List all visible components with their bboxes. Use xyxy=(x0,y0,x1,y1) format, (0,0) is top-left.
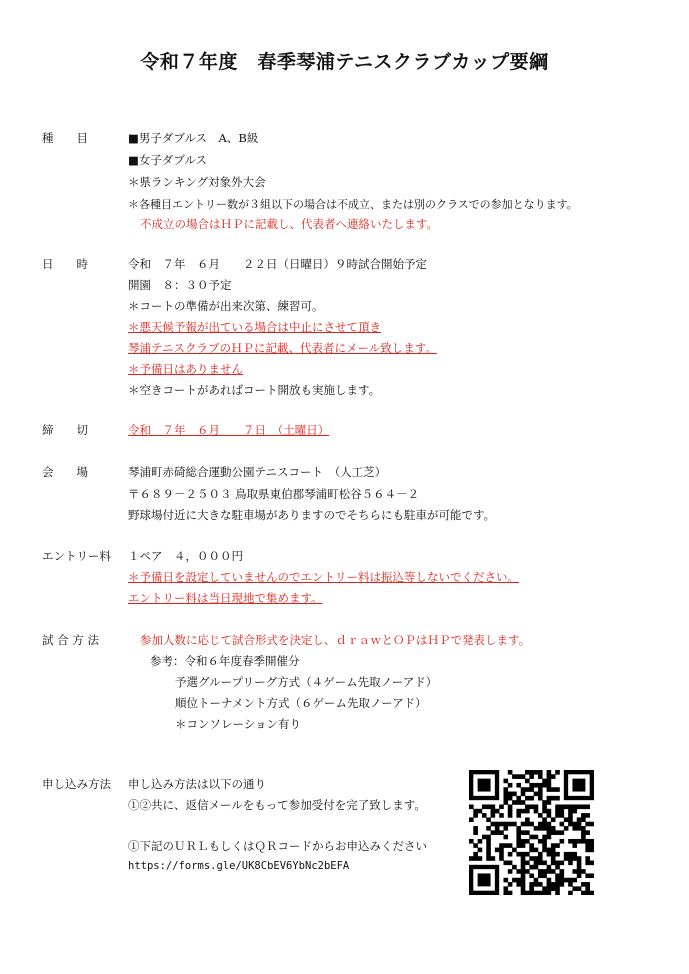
section-label-shumoku: 種 目 xyxy=(42,131,88,145)
shumoku-line-4: ＊各種目エントリー数が３組以下の場合は不成立、または別のクラスでの参加となります。 xyxy=(128,198,578,211)
shumoku-note-red: 不成立の場合はＨＰに記載し、代表者へ連絡いたします。 xyxy=(140,217,439,231)
shiai-line-5: ＊コンソレーション有り xyxy=(175,717,302,731)
kaijo-line-1: 琴浦町赤碕総合運動公園テニスコート （人工芝） xyxy=(128,465,387,479)
kaijo-line-2: 〒６８９－２５０３ 鳥取県東伯郡琴浦町松谷５６４－２ xyxy=(128,487,420,501)
moshikomi-line-2: ①②共に、返信メールをもって参加受付を完了致します。 xyxy=(128,798,426,812)
entry-fee-line-1: １ペア ４，０００円 xyxy=(128,549,243,563)
shiai-line-4: 順位トーナメント方式（６ゲーム先取ノーアド） xyxy=(175,696,427,710)
section-label-nichiji: 日 時 xyxy=(42,257,88,271)
form-url-link[interactable]: https://forms.gle/UK8CbEV6YbNc2bEFA xyxy=(128,860,350,872)
shimekiri-value: 令和 ７年 ６月 ７日 （土曜日） xyxy=(128,423,330,437)
shumoku-line-3: ＊県ランキング対象外大会 xyxy=(128,175,266,189)
qr-code-graphic xyxy=(469,770,594,895)
section-label-entry-fee: エントリー料 xyxy=(42,549,111,563)
shiai-line-2: 参考：令和６年度春季開催分 xyxy=(150,654,300,668)
entry-fee-line-2: ＊予備日を設定していませんのでエントリー料は振込等しないでください。 xyxy=(128,570,519,584)
nichiji-line-5: 琴浦テニスクラブのＨＰに記載、代表者にメール致します。 xyxy=(128,341,437,355)
nichiji-line-2: 開園 ８：３０予定 xyxy=(128,278,232,292)
nichiji-line-6: ＊予備日はありません xyxy=(128,362,243,376)
qr-code-icon[interactable] xyxy=(469,770,594,895)
moshikomi-line-3: ①下記のＵＲＬもしくはＱＲコードからお申込みください xyxy=(128,839,427,853)
nichiji-line-7: ＊空きコートがあればコート開放も実施します。 xyxy=(128,383,381,397)
section-label-shimekiri: 締 切 xyxy=(42,423,88,437)
page-title: 令和７年度 春季琴浦テニスクラブカップ要綱 xyxy=(140,51,549,73)
section-label-shiai: 試 合 方 法 xyxy=(42,633,99,647)
nichiji-line-1: 令和 ７年 ６月 ２２日（日曜日）９時試合開始予定 xyxy=(128,257,427,271)
nichiji-line-4: ＊悪天候予報が出ている場合は中止にさせて頂き xyxy=(128,320,381,334)
section-label-moshikomi: 申し込み方法 xyxy=(42,777,111,791)
shiai-line-1: 参加人数に応じて試合形式を決定し、ｄｒａｗとＯＰはＨＰで発表します。 xyxy=(140,633,531,647)
nichiji-line-3: ＊コートの準備が出来次第、練習可。 xyxy=(128,299,324,313)
shiai-line-3: 予選グループリーグ方式（４ゲーム先取ノーアド） xyxy=(175,675,438,689)
shumoku-line-2: ■女子ダブルス xyxy=(128,153,208,167)
moshikomi-line-1: 申し込み方法は以下の通り xyxy=(128,777,266,791)
kaijo-line-3: 野球場付近に大きな駐車場がありますのでそちらにも駐車が可能です。 xyxy=(128,508,496,522)
section-label-kaijo: 会 場 xyxy=(42,465,88,479)
entry-fee-line-3: エントリー料は当日現地で集めます。 xyxy=(128,591,323,605)
shumoku-line-1: ■男子ダブルス A、B級 xyxy=(128,131,259,145)
